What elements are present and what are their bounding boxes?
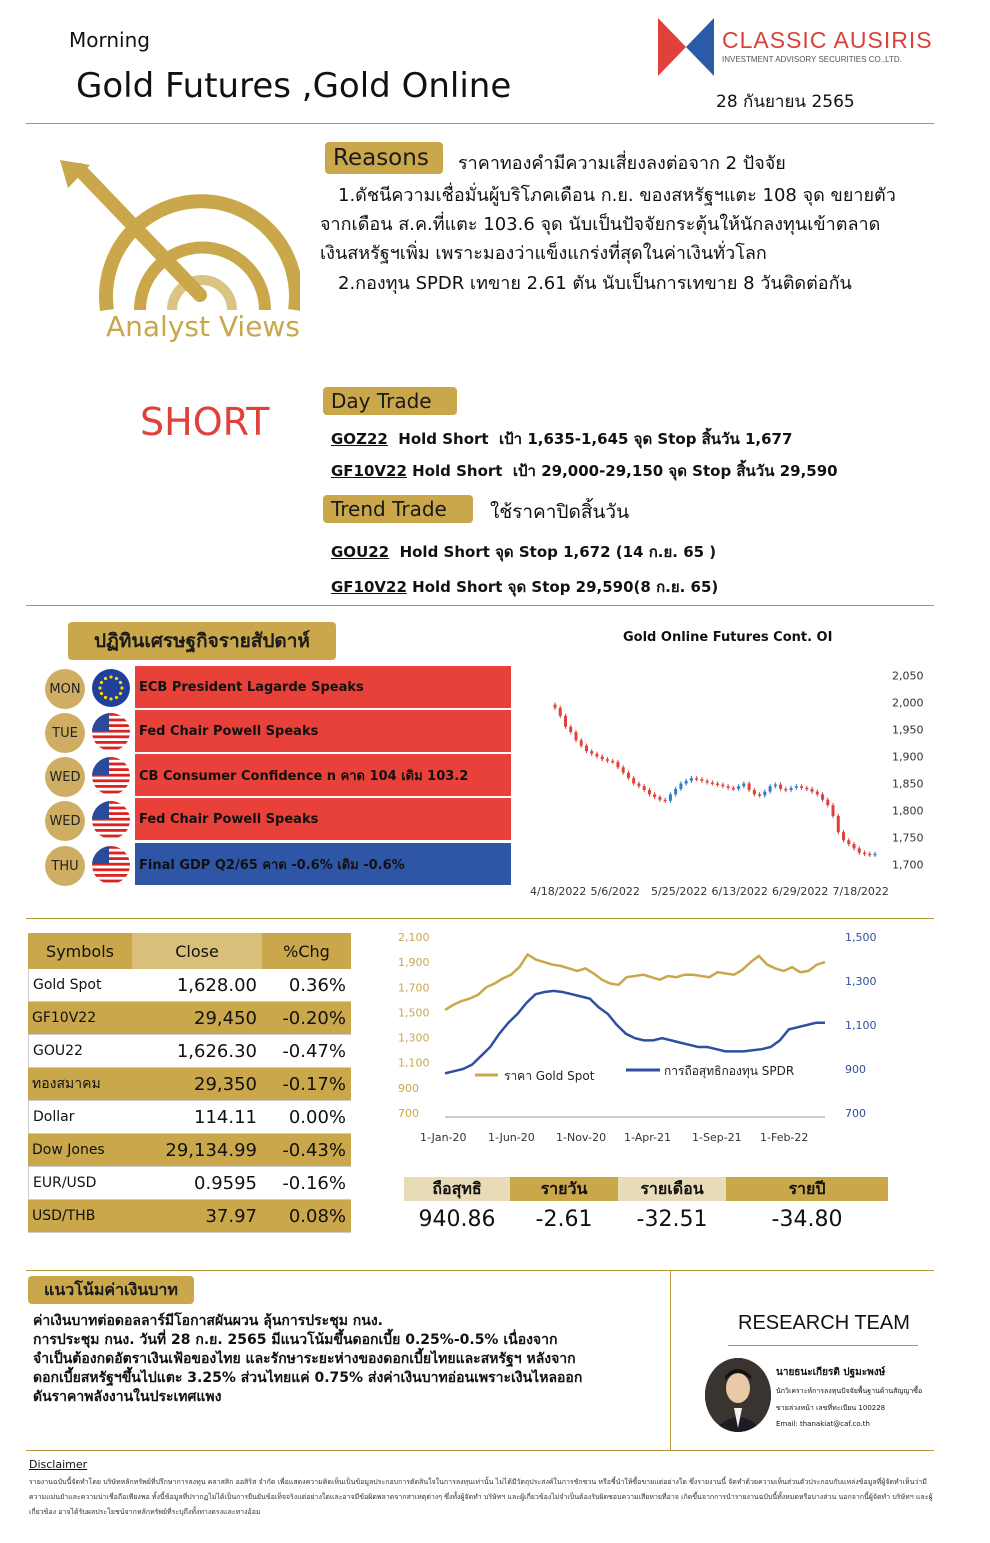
spdr-value-cell: -34.80 [771,1206,843,1232]
oi-candle [574,732,577,740]
trend-trade-symbol: GF10V22 [331,578,407,596]
oi-candle [742,784,745,787]
market-table-cell: 0.9595 [132,1167,262,1199]
spdr-left-tick: 1,700 [398,981,430,995]
oi-candle [585,746,588,751]
oi-chart-title: Gold Online Futures Cont. OI [623,630,833,645]
spdr-left-tick: 1,300 [398,1031,430,1045]
oi-x-tick: 6/29/2022 [772,885,829,898]
trend-trade-tag: Trend Trade [323,495,473,523]
baht-line: การประชุม กนง. วันที่ 28 ก.ย. 2565 มีแนวโน้มขึ้นดอกเบี้ย 0.25%-0.5% เนื่องจาก [33,1332,558,1348]
baht-line: ดันราคาพลังงานในประเทศแพง [33,1389,222,1405]
oi-y-tick: 1,850 [892,777,924,791]
oi-candle [769,786,772,791]
session-label: Morning [69,28,150,52]
oi-candle [805,788,808,790]
oi-candle [737,786,740,789]
market-table-cell: -0.47% [262,1035,351,1067]
oi-candle [832,805,835,816]
oi-y-tick: 2,050 [892,669,924,683]
market-table-header [28,933,351,969]
market-table-cell: 0.36% [262,969,351,1001]
market-table-cell: ทองสมาคม [28,1068,132,1100]
market-table-cell: GF10V22 [28,1002,132,1034]
market-table-header-cell: %Chg [262,933,351,969]
oi-y-tick: 1,900 [892,750,924,764]
market-table-row [28,969,351,1002]
market-table-cell: -0.17% [262,1068,351,1100]
oi-candle [669,794,672,800]
oi-candle [622,767,625,772]
brand-subtitle: INVESTMENT ADVISORY SECURITIES CO.,LTD. [722,55,902,64]
gold-spdr-chart [390,925,890,1150]
oi-candle [732,788,735,790]
market-table-row [28,1200,351,1233]
baht-line: จำเป็นต้องกดอัตราเงินเฟ้อของไทย และรักษาระยะห่างของดอกเบี้ยไทยและสหรัฐฯ หลังจาก [33,1351,576,1367]
signal-short: SHORT [140,400,270,444]
us-flag-icon [92,801,130,839]
analyst-position: นักวิเคราะห์การลงทุนปัจจัยพื้นฐานด้านสัญญาซื้อ [776,1387,923,1395]
oi-y-tick: 1,950 [892,723,924,737]
oi-candle [816,792,819,795]
legend-gold-label: ราคา Gold Spot [504,1069,595,1083]
report-date: 28 กันยายน 2565 [716,92,855,112]
calendar-event: ECB President Lagarde Speaks [135,666,511,708]
market-table [28,933,351,1233]
oi-candle [679,784,682,789]
oi-candle [863,853,866,855]
calendar-event: Final GDP Q2/65 คาด -0.6% เดิม -0.6% [135,843,511,885]
baht-outlook-text [33,1312,582,1407]
oi-candle [643,786,646,790]
oi-candle [658,797,661,800]
oi-candle [753,790,756,794]
market-table-row [28,1101,351,1134]
oi-candle [847,840,850,844]
spdr-left-tick: 1,100 [398,1056,430,1070]
oi-candle [632,778,635,783]
calendar-title: ปฏิทินเศรษฐกิจรายสัปดาห์ [68,622,336,660]
analyst-views-label: Analyst Views [106,310,300,343]
market-table-header-cell: Symbols [28,933,132,969]
reasons-intro: ราคาทองคำมีความเสี่ยงลงต่อจาก 2 ปัจจัย [458,153,786,174]
market-table-cell: 0.00% [262,1101,351,1133]
spdr-x-tick: 1-Apr-21 [624,1131,672,1144]
oi-candle [674,789,677,794]
market-table-cell: Dollar [28,1101,132,1133]
oi-candle [842,832,845,840]
market-table-cell: -0.20% [262,1002,351,1034]
oi-candle [601,756,604,759]
oi-candle [811,789,814,792]
oi-candle [564,716,567,727]
spdr-left-tick: 1,900 [398,956,430,970]
spdr-header-cell: รายวัน [510,1177,618,1201]
oi-x-tick: 7/18/2022 [832,885,889,898]
oi-candle [580,740,583,745]
oi-candle [664,800,667,802]
market-table-cell: GOU22 [28,1035,132,1067]
analyst-license: ขายล่วงหน้า เลขที่ทะเบียน 100228 [776,1404,886,1412]
oi-y-tick: 1,700 [892,858,924,872]
calendar-day-badge: MON [45,669,85,709]
day-trade-row [331,459,838,483]
reasons-tag: Reasons [325,142,443,174]
day-trade-detail: Hold Short เป้า 29,000-29,150 จุด Stop สิ้นวัน 29,590 [406,462,838,480]
target-arrow-icon [60,160,300,320]
spdr-x-tick: 1-Jun-20 [488,1131,535,1144]
research-team-title: RESEARCH TEAM [738,1312,910,1334]
oi-candle [784,789,787,791]
baht-title: แนวโน้มค่าเงินบาท [28,1276,194,1304]
spdr-left-tick: 1,500 [398,1006,430,1020]
oi-candle [706,781,709,783]
oi-candle [795,786,798,788]
reason-line: 1.ดัชนีความเชื่อมั่นผู้บริโภคเดือน ก.ย. ของสหรัฐฯแตะ 108 จุด ขยายตัว [338,185,896,206]
market-table-cell: -0.16% [262,1167,351,1199]
spdr-x-tick: 1-Nov-20 [556,1131,607,1144]
market-table-cell: EUR/USD [28,1167,132,1199]
spdr-x-tick: 1-Feb-22 [760,1131,809,1144]
oi-candle [763,792,766,796]
oi-candle [716,784,719,786]
page-title: Gold Futures ,Gold Online [76,66,512,106]
market-table-row [28,1134,351,1167]
oi-candle [637,784,640,787]
baht-line: ดอกเบี้ยสหรัฐฯขึ้นไปแตะ 3.25% ส่วนไทยแค่ 0.75% ส่งค่าเงินบาทอ่อนเพราะเงินไหลออก [33,1370,583,1386]
market-table-row [28,1167,351,1200]
day-trade-tag: Day Trade [323,387,457,415]
spdr-left-tick: 2,100 [398,931,430,944]
market-table-cell: USD/THB [28,1200,132,1232]
oi-candle [868,854,871,856]
market-table-cell: 29,134.99 [132,1134,262,1166]
spdr-right-tick: 900 [845,1063,866,1076]
day-trade-symbol: GF10V22 [331,462,407,480]
spdr-header-cell: รายปี [726,1177,888,1201]
reason-line: 2.กองทุน SPDR เทขาย 2.61 ตัน นับเป็นการเทขาย 8 วันติดต่อกัน [338,273,852,294]
oi-x-tick: 4/18/2022 [530,885,587,898]
calendar-day-badge: TUE [45,713,85,753]
analyst-email: Email: thanakiat@caf.co.th [776,1420,870,1428]
market-table-cell: 1,628.00 [132,969,262,1001]
market-table-cell: Dow Jones [28,1134,132,1166]
market-table-row [28,1035,351,1068]
oi-y-tick: 1,800 [892,804,924,818]
oi-candle [616,762,619,767]
market-table-cell: 29,350 [132,1068,262,1100]
oi-candle [611,761,614,763]
us-flag-icon [92,757,130,795]
calendar-day-badge: WED [45,757,85,797]
oi-candle [853,844,856,848]
spdr-right-tick: 1,500 [845,931,877,944]
oi-candle [590,751,593,754]
oi-candle [554,705,557,708]
disclaimer-text: รายงานฉบับนี้จัดทำโดย บริษัทหลักทรัพย์ที่ปรึกษาการลงทุน คลาสสิก ออสิริส จำกัด เพื่อแสดงความคิดเห็นเป็นข้อมูลประกอบการตัดสินใจในการลงทุนเท่านั้น ไม่ได้มีวัตถุประสงค์ในการชักชวน หรือชี้นำให้ซื้อขายแต่อย่างใด ซึ่งรายงานนี้ จัดทำด้วยความเห็นส่วนตัวประกอบกับแหล่งข้อมูลที่ผู้จัดทำเห็นว่ามีความแม่นยำและความน่าเชื่อถือเพียงพอ ทั้งนี้ข้อมูลที่ปรากฏไม่ได้เป็นการยืนยันข้อเท็จจริงแต่อย่างใดและอาจมีข้อผิดพลาดจากสาเหตุต่างๆ ซึ่งทั้งผู้จัดทำ บริษัทฯ และผู้เกี่ยวข้องไม่จำเป็นต้องรับผิดชอบความเสียหายที่อาจ เกิดขึ้นจากการนำรายงานฉบับนี้ทั้งหมดหรือบางส่วน นอกจากนี้ผู้จัดทำ บริษัทฯ และผู้เกี่ยวข้อง อาจได้รับผลประโยชน์จากหลักทรัพย์ที่ระบุถึงทั้งทางตรงและทางอ้อม [29,1478,933,1516]
calendar-day-badge: THU [45,846,85,886]
oi-candle [690,778,693,781]
oi-candle [711,782,714,784]
us-flag-icon [92,846,130,884]
spdr-right-tick: 1,100 [845,1019,877,1032]
trend-trade-row [331,540,716,564]
oi-candle [758,794,761,796]
analyst-name: นายธนะเกียรติ ปฐมะพงษ์ [776,1367,886,1378]
reason-line: จากเดือน ส.ค.ที่แตะ 103.6 จุด นับเป็นปัจจัยกระตุ้นให้นักลงทุนเข้าตลาด [320,214,881,235]
trend-trade-symbol: GOU22 [331,543,390,561]
legend-spdr-label: การถือสุทธิกองทุน SPDR [664,1064,795,1078]
spdr-header-cell: ถือสุทธิ [404,1177,510,1201]
oi-candle [700,779,703,781]
disclaimer-title: Disclaimer [29,1458,88,1471]
oi-candle [748,784,751,790]
brand-name: CLASSIC AUSIRIS [722,27,933,53]
oi-candle [685,781,688,784]
market-table-row [28,1068,351,1101]
calendar-event: CB Consumer Confidence n คาด 104 เดิม 103.2 [135,754,511,796]
market-table-row [28,1002,351,1035]
analyst-avatar [705,1358,771,1432]
oi-candle [774,785,777,787]
day-trade-row [331,427,792,451]
spdr-value-cell: 940.86 [418,1206,496,1232]
reason-line: เงินสหรัฐฯเพิ่ม เพราะมองว่าแข็งแกร่งที่สุดในค่าเงินทั่วโลก [320,243,767,264]
calendar-event: Fed Chair Powell Speaks [135,798,511,840]
oi-x-tick: 5/6/2022 [590,885,640,898]
oi-candle [595,754,598,757]
day-trade-symbol: GOZ22 [331,430,388,448]
spdr-x-tick: 1-Sep-21 [692,1131,742,1144]
spdr-left-tick: 700 [398,1107,419,1120]
spdr-value-cell: -2.61 [535,1206,593,1232]
trend-note: ใช้ราคาปิดสิ้นวัน [490,501,630,523]
spdr-right-tick: 700 [845,1107,866,1120]
calendar-day-badge: WED [45,801,85,841]
market-table-cell: Gold Spot [28,969,132,1001]
market-table-cell: 37.97 [132,1200,262,1232]
oi-candle [653,794,656,797]
spdr-holdings-line [445,991,825,1074]
brand-logo-icon [658,18,714,76]
oi-y-tick: 1,750 [892,831,924,845]
baht-line: ค่าเงินบาทต่อดอลลาร์มีโอกาสผันผวน ลุ้นการประชุม กนง. [33,1313,383,1329]
trend-trade-row [331,575,718,599]
oi-candle [837,816,840,832]
market-table-cell: -0.43% [262,1134,351,1166]
spdr-right-tick: 1,300 [845,975,877,988]
oi-candle [790,788,793,790]
oi-candle [721,785,724,787]
oi-y-tick: 2,000 [892,696,924,710]
market-table-header-cell: Close [132,933,262,969]
oi-x-tick: 5/25/2022 [651,885,708,898]
market-table-cell: 0.08% [262,1200,351,1232]
spdr-holdings [404,1177,888,1237]
oi-candle [800,786,803,788]
oi-candle [648,790,651,794]
market-table-cell: 1,626.30 [132,1035,262,1067]
spdr-value-cell: -32.51 [636,1206,708,1232]
market-table-cell: 29,450 [132,1002,262,1034]
eu-flag-icon [92,669,130,707]
oi-candle [727,786,730,788]
oi-candle [627,773,630,778]
trend-trade-detail: Hold Short จุด Stop 29,590(8 ก.ย. 65) [406,578,719,596]
oi-candle [821,794,824,799]
calendar-event: Fed Chair Powell Speaks [135,710,511,752]
oi-candle [559,708,562,716]
spdr-header-cell: รายเดือน [618,1177,726,1201]
gold-spot-line [445,955,825,1010]
market-table-cell: 114.11 [132,1101,262,1133]
oi-candle [874,854,877,856]
spdr-left-tick: 900 [398,1081,419,1095]
oi-candle [606,759,609,761]
spdr-x-tick: 1-Jan-20 [420,1131,467,1144]
oi-candle [858,848,861,852]
oi-candle [826,800,829,805]
oi-candle [779,785,782,789]
trend-trade-detail: Hold Short จุด Stop 1,672 (14 ก.ย. 65 ) [389,543,717,561]
us-flag-icon [92,713,130,751]
oi-x-tick: 6/13/2022 [711,885,768,898]
day-trade-detail: Hold Short เป้า 1,635-1,645 จุด Stop สิ้นวัน 1,677 [387,430,793,448]
oi-candle [569,727,572,732]
oi-chart [520,655,940,905]
oi-candle [695,778,698,780]
